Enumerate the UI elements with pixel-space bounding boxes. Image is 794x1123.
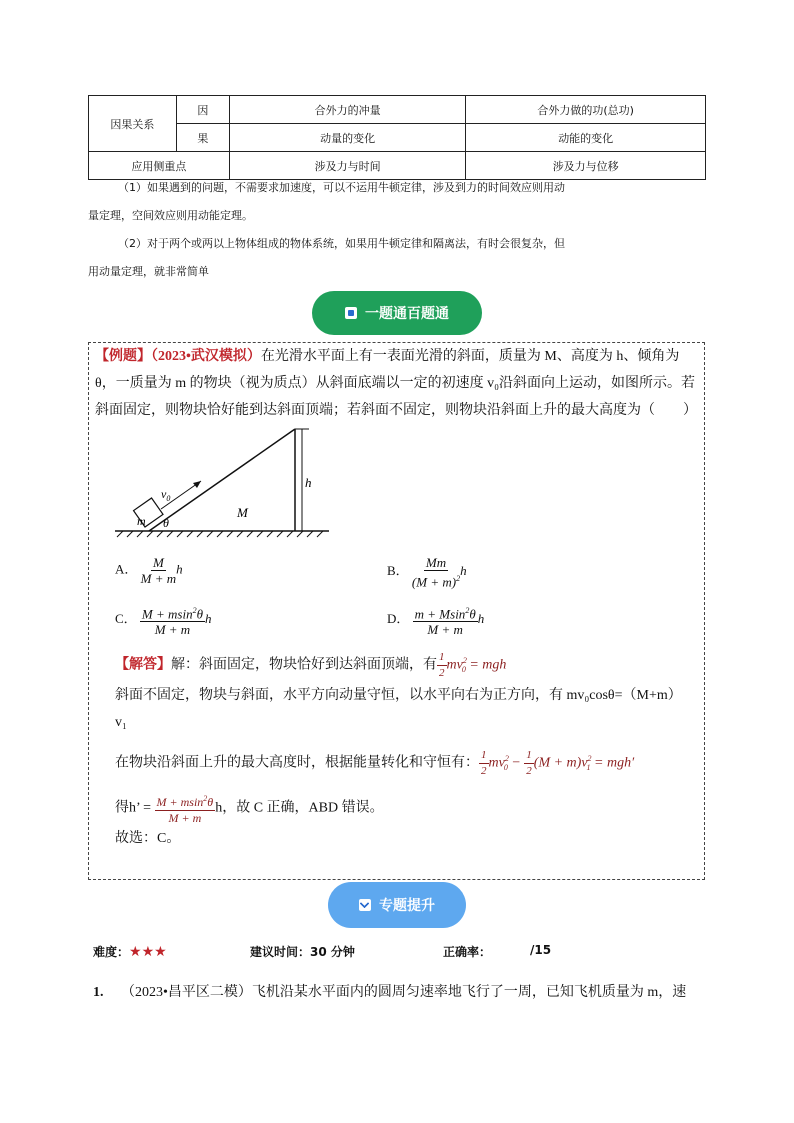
choice-a[interactable]	[115, 555, 183, 586]
difficulty-label: 难度：	[93, 945, 130, 959]
choice-a-label: A．	[115, 561, 138, 577]
difficulty-stars: ★★★	[129, 944, 167, 960]
choice-b-tail: h	[460, 563, 467, 579]
choice-d-fraction: $\frac{m + Msin^2\theta}{M + m}$	[413, 603, 478, 637]
banner-practice	[328, 882, 466, 928]
solution-line1: 【解答】解：斜面固定，物块恰好到达斜面顶端，有 $\frac{1}{2}$ $mv^2_0$ = mgh	[115, 650, 507, 679]
choice-c-label: C．	[115, 611, 137, 627]
square-icon	[345, 307, 357, 319]
choice-a-tail: h	[176, 561, 183, 577]
choice-d[interactable]	[387, 603, 484, 637]
solution-line2b: v₁	[115, 715, 127, 730]
solution-line4: 得h’ = $\frac{M + msin^2\theta}{M + m}$ h，故 C 正确，ABD 错误。	[115, 791, 384, 826]
table-cell-impulse: 涉及力与时间	[229, 152, 466, 180]
example-line1	[95, 343, 701, 370]
choice-c[interactable]	[115, 603, 211, 637]
label-m: m	[137, 514, 146, 528]
solution-formula-1-tail: = mgh	[465, 657, 507, 673]
example-text-3: 斜面固定，则物块恰好能到达斜面顶端；若斜面不固定，则物块沿斜面上升的最大高度为（ ）	[95, 403, 697, 418]
table-cell-group: 因果关系	[89, 96, 177, 152]
question-1-text: （2023•昌平区二模）飞机沿某水平面内的圆周匀速率地飞行了一周，已知飞机质量为 m，速	[121, 985, 687, 1000]
question-1	[93, 979, 686, 1006]
table-row	[89, 96, 706, 124]
table-row	[89, 124, 706, 152]
solution-text-3: 在物块沿斜面上升的最大高度时，根据能量转化和守恒有：	[115, 755, 479, 771]
solution-result-fraction: $\frac{M + msin^2\theta}{M + m}$	[155, 791, 216, 826]
choice-a-fraction: $\frac{M}{M + m}$	[140, 555, 177, 586]
choice-d-tail: h	[477, 611, 485, 627]
difficulty	[93, 943, 167, 960]
example-box	[88, 342, 705, 880]
solution-line2: 斜面不固定，物块与斜面，水平方向动量守恒，以水平向右为正方向，有 mv₀cosθ=（M+m）	[115, 688, 682, 703]
choice-c-tail: h	[204, 611, 212, 627]
incline-figure	[109, 421, 339, 541]
suggested-time: 建议时间：30 分钟	[250, 945, 355, 959]
banner-practice-label: 专题提升	[379, 898, 435, 914]
solution-result-tail: h，故 C 正确，ABD 错误。	[215, 800, 384, 816]
table-cell-work: 合外力做的功(总功)	[466, 96, 706, 124]
solution-half: $\frac{1}{2}$	[439, 650, 445, 679]
table-cell-impulse: 动量的变化	[229, 124, 466, 152]
table-cell-work: 涉及力与位移	[466, 152, 706, 180]
label-theta: θ	[163, 516, 169, 530]
accuracy-label: 正确率：	[443, 945, 492, 959]
choice-b[interactable]	[387, 555, 467, 589]
banner-example-label: 一题通百题通	[365, 306, 449, 322]
ground-hatch	[117, 531, 323, 537]
question-1-number: 1.	[93, 985, 104, 1000]
choice-b-fraction: $\frac{Mm}{(M + m)^2}$	[411, 555, 461, 590]
solution-line3: 在物块沿斜面上升的最大高度时，根据能量转化和守恒有： $\frac{1}{2}$ $mv^2_0$ − $\frac{1}{2}$ $(M + m)v^2_1 = mgh'$	[115, 748, 635, 777]
choice-d-label: D．	[387, 611, 410, 627]
solution-tag: 【解答】	[115, 657, 171, 673]
label-v0: $v_0$	[161, 487, 171, 503]
example-text-2: θ，一质量为 m 的物块（视为质点）从斜面底端以一定的初速度 v₀沿斜面向上运动，如图所示。若	[95, 376, 695, 391]
note-2-line2: 用动量定理，就非常简单	[88, 265, 209, 278]
note-1-line1: （1）如果遇到的问题，不需要求加速度，可以不运用牛顿定律，涉及到力的时间效应则用动	[118, 181, 565, 194]
example-tag: 【例题】	[95, 349, 151, 364]
choice-b-label: B．	[387, 563, 409, 579]
table-cell-impulse: 合外力的冲量	[229, 96, 466, 124]
table-cell-group: 应用侧重点	[89, 152, 230, 180]
table-cell-sub: 果	[176, 124, 229, 152]
label-M: M	[237, 505, 248, 520]
example-text-1: 在光滑水平面上有一表面光滑的斜面，质量为 M、高度为 h、倾角为	[260, 349, 680, 364]
chart-trend-icon	[359, 899, 371, 911]
choice-c-fraction: $\frac{M + msin^2\theta}{M + m}$	[140, 603, 205, 637]
solution-text-1: 解：斜面固定，物块恰好到达斜面顶端，有	[171, 657, 437, 673]
label-h: h	[305, 475, 312, 490]
accuracy-value: /15	[530, 943, 552, 957]
solution-answer: 故选：C。	[115, 831, 181, 846]
solution-formula-1: mv	[446, 657, 463, 673]
comparison-table	[88, 95, 706, 180]
table-cell-work: 动能的变化	[466, 124, 706, 152]
banner-example	[312, 291, 482, 335]
note-2-line1: （2）对于两个或两以上物体组成的物体系统，如果用牛顿定律和隔离法，有时会很复杂，但	[118, 237, 565, 250]
note-1-line2: 量定理，空间效应则用动能定理。	[88, 209, 253, 222]
table-cell-sub: 因	[176, 96, 229, 124]
incline-slope	[149, 429, 295, 531]
arrowhead-icon	[193, 481, 201, 488]
example-source: （2023•武汉模拟）	[151, 349, 261, 364]
